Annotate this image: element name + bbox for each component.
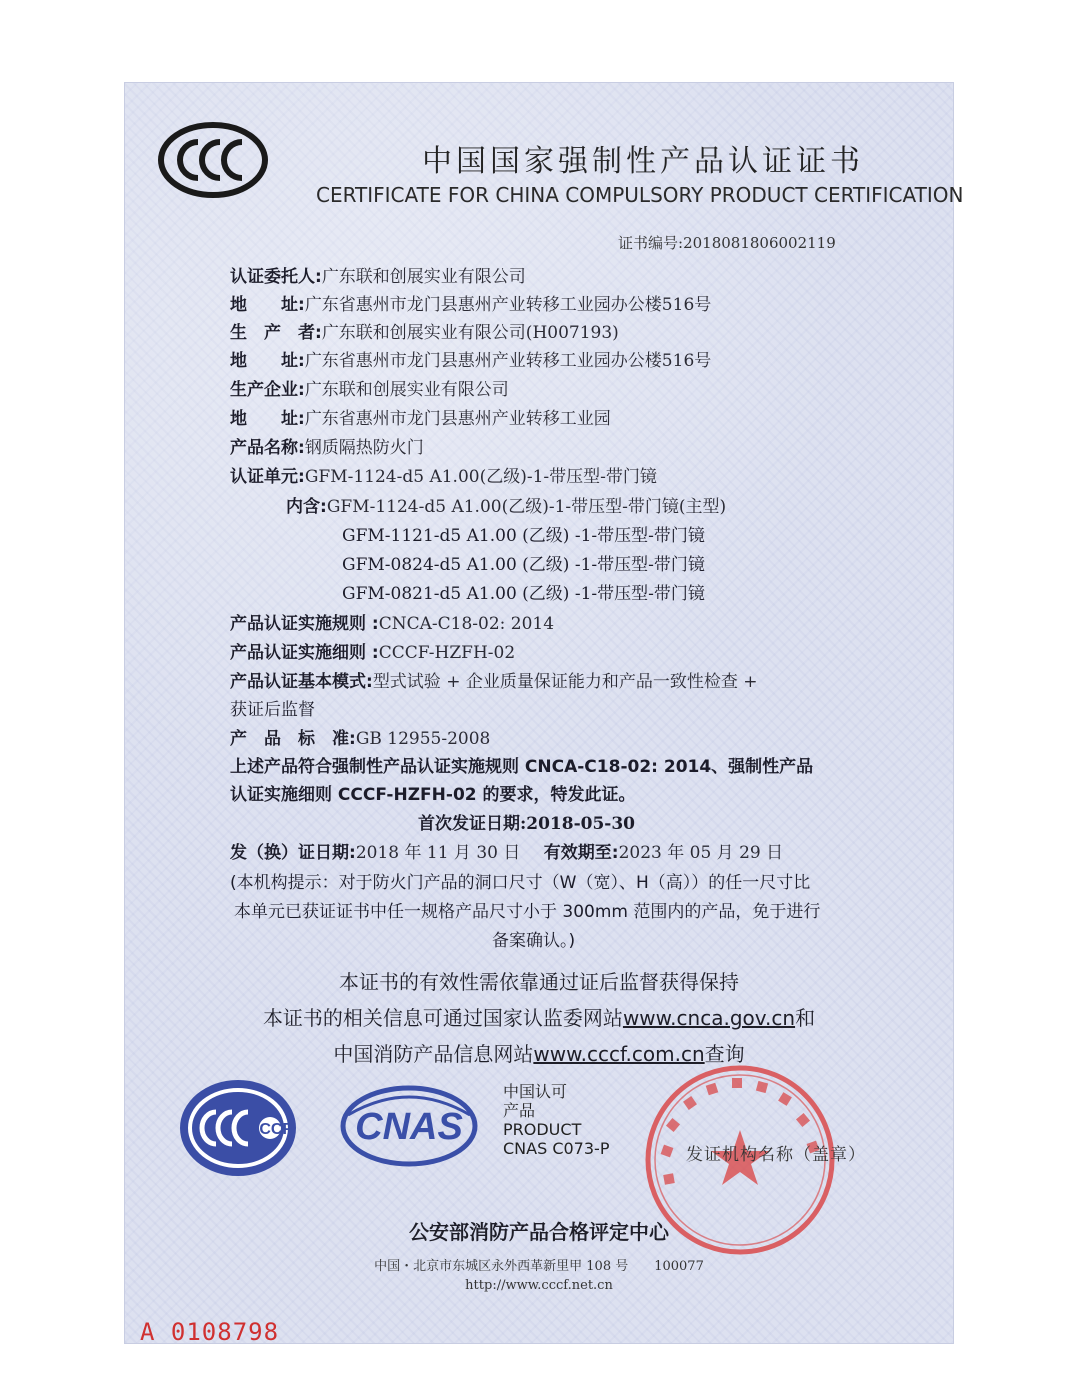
field-standard [230, 724, 490, 749]
info-prefix: 本证书的相关信息可通过国家认监委网站 [262, 1006, 623, 1030]
field-label: 生产企业: [230, 380, 305, 400]
field-label: 内含: [286, 497, 327, 517]
field-label: 产品认证基本模式: [230, 672, 373, 692]
validity-notice: 本证书的有效性需依靠通过证后监督获得保持 [339, 970, 739, 994]
field-value: 广东联和创展实业有限公司 [321, 267, 526, 287]
field-value: GFM-1124-d5 A1.00(乙级)-1-带压型-带门镜 [304, 467, 657, 487]
note-line-2: 本单元已获证证书中任一规格产品尺寸小于 300mm 范围内的产品，免于进行 [234, 902, 821, 922]
field-value: CNCA-C18-02: 2014 [378, 614, 555, 634]
info-and: 和 [795, 1006, 816, 1030]
field-label: 产 品 标 准: [230, 729, 356, 749]
field-detail-rule [230, 638, 515, 663]
note-line-1: (本机构提示：对于防火门产品的洞口尺寸（W（宽）、H（高））的任一尺寸比 [230, 873, 811, 893]
field-value: 钢质隔热防火门 [304, 438, 424, 458]
field-contains [286, 492, 726, 517]
fire-prefix: 中国消防产品信息网站 [333, 1042, 534, 1066]
cert-no-label: 证书编号: [618, 234, 684, 252]
info-notice [124, 1002, 954, 1031]
cnas-line: 产品 [503, 1101, 536, 1120]
note-line-3: 备案确认。) [492, 931, 576, 951]
cnas-logo-text: CNAS [355, 1106, 463, 1148]
title-english: CERTIFICATE FOR CHINA COMPULSORY PRODUCT CERTIFICATION [316, 183, 964, 207]
field-value: 广东省惠州市龙门县惠州产业转移工业园 [304, 409, 611, 429]
field-value: 广东省惠州市龙门县惠州产业转移工业园办公楼516号 [304, 351, 712, 371]
field-address-1 [230, 290, 711, 315]
field-value: GB 12955-2008 [355, 729, 491, 749]
cnas-line: PRODUCT [503, 1120, 582, 1139]
organization-url[interactable]: http://www.cccf.net.cn [465, 1278, 613, 1293]
field-mode-cont: 获证后监督 [230, 700, 315, 720]
cnas-line: 中国认可 [503, 1082, 568, 1101]
serial-number: A 0108798 [140, 1318, 280, 1346]
field-value: 广东联和创展实业有限公司 [304, 380, 509, 400]
field-label: 产品名称: [230, 438, 305, 458]
field-label: 认证委托人: [230, 267, 322, 287]
cnas-logo-icon [340, 1085, 478, 1167]
cnca-link[interactable]: www.cnca.gov.cn [622, 1006, 796, 1030]
field-unit [230, 462, 657, 487]
field-label: 地 址: [230, 409, 305, 429]
field-rule [230, 609, 554, 634]
issue-date: 2018 年 11 月 30 日 [355, 843, 521, 863]
contains-item: GFM-1124-d5 A1.00(乙级)-1-带压型-带门镜(主型) [326, 497, 727, 517]
organization-address: 中国・北京市东城区永外西革新里甲 108 号 100077 [374, 1259, 704, 1274]
issuing-organization: 公安部消防产品合格评定中心 [409, 1220, 669, 1244]
field-value: 广东联和创展实业有限公司(H007193) [321, 323, 619, 343]
valid-label: 有效期至: [543, 843, 619, 863]
issue-label: 发（换）证日期: [230, 843, 356, 863]
fire-suffix: 查询 [704, 1042, 745, 1066]
field-value: 型式试验 + 企业质量保证能力和产品一致性检查 + [372, 672, 758, 692]
first-issue-date: 首次发证日期:2018-05-30 [418, 814, 636, 834]
field-value: 广东省惠州市龙门县惠州产业转移工业园办公楼516号 [304, 295, 712, 315]
title-chinese: 中国国家强制性产品认证证书 [422, 144, 864, 179]
field-mode [230, 667, 758, 692]
contains-item: GFM-0824-d5 A1.00 (乙级) -1-带压型-带门镜 [342, 555, 705, 575]
cccf-logo-icon [178, 1078, 298, 1178]
issuing-authority-note: 发证机构名称（盖章） [686, 1145, 866, 1165]
contains-item: GFM-1121-d5 A1.00 (乙级) -1-带压型-带门镜 [342, 526, 705, 546]
field-factory [230, 375, 509, 400]
contains-item: GFM-0821-d5 A1.00 (乙级) -1-带压型-带门镜 [342, 584, 705, 604]
field-value: CCCF-HZFH-02 [378, 643, 516, 663]
cnas-accreditation [503, 1082, 609, 1158]
field-producer [230, 318, 619, 343]
field-address-2 [230, 346, 711, 371]
field-product [230, 433, 424, 458]
cnas-line: CNAS C073-P [503, 1139, 610, 1158]
cert-no-value: 2018081806002119 [683, 234, 836, 252]
field-label: 认证单元: [230, 467, 305, 487]
cccf-logo-text: CCCF [247, 1121, 293, 1138]
statement-line-1: 上述产品符合强制性产品认证实施规则 CNCA-C18-02: 2014、强制性产品 [230, 757, 814, 777]
issue-validity [230, 838, 783, 863]
field-label: 产品认证实施规则 : [230, 614, 379, 634]
field-address-3 [230, 404, 611, 429]
field-client [230, 262, 526, 287]
ccc-logo-icon [158, 122, 268, 198]
cccf-link[interactable]: www.cccf.com.cn [533, 1042, 705, 1066]
valid-date: 2023 年 05 月 29 日 [618, 843, 784, 863]
field-label: 地 址: [230, 295, 305, 315]
statement-line-2: 认证实施细则 CCCF-HZFH-02 的要求，特发此证。 [230, 785, 636, 805]
field-label: 生 产 者: [230, 323, 322, 343]
certificate-number [618, 232, 836, 253]
field-label: 产品认证实施细则 : [230, 643, 379, 663]
field-label: 地 址: [230, 351, 305, 371]
